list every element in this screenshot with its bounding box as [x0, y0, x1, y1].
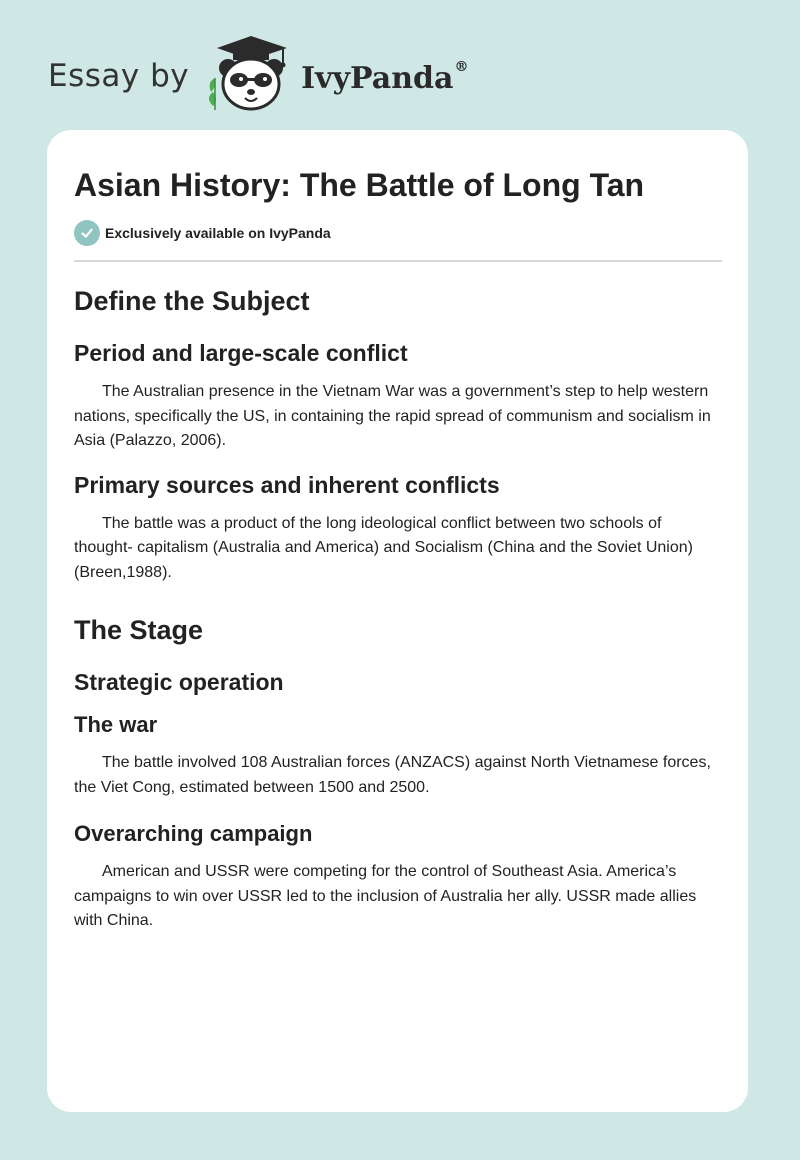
check-icon [74, 220, 100, 246]
badge-text: Exclusively available on IvyPanda [105, 225, 331, 241]
essay-by-label: Essay by [48, 58, 190, 94]
subsection-heading: Primary sources and inherent conflicts [74, 471, 500, 498]
essay-card [47, 130, 748, 1112]
subsection-heading: Strategic operation [74, 669, 284, 695]
exclusive-badge [74, 220, 722, 246]
section-heading: The Stage [74, 615, 204, 645]
paragraph: The battle involved 108 Australian forces (ANZACS) against North Vietnamese forces, the Viet Cong, estimated between 1500 and 2500. [74, 754, 711, 796]
page-title: Asian History: The Battle of Long Tan [74, 167, 645, 203]
item-heading: The war [74, 712, 158, 737]
registered-mark: ® [454, 58, 469, 75]
paragraph: American and USSR were competing for the control of Southeast Asia. America’s campaigns to win over USSR led to the inclusion of Australia her ally. USSR made allies with China. [74, 863, 697, 929]
paragraph: The battle was a product of the long ideological conflict between two schools of thought- capitalism (Australia and America) and Socialism (China and the Soviet Union) (Breen,1988). [74, 514, 693, 581]
item-heading: Overarching campaign [74, 821, 313, 846]
panda-logo-icon [203, 34, 299, 114]
brand-text: IvyPanda [301, 60, 454, 96]
divider [74, 260, 722, 262]
site-header [48, 34, 468, 114]
section-heading: Define the Subject [74, 286, 310, 316]
paragraph: The Australian presence in the Vietnam War was a government’s step to help western nations, specifically the US, in containing the rapid spread of communism and socialism in Asia (Palazzo, 2006). [74, 383, 711, 449]
subsection-heading: Period and large-scale conflict [74, 340, 408, 366]
brand-name [301, 58, 469, 96]
